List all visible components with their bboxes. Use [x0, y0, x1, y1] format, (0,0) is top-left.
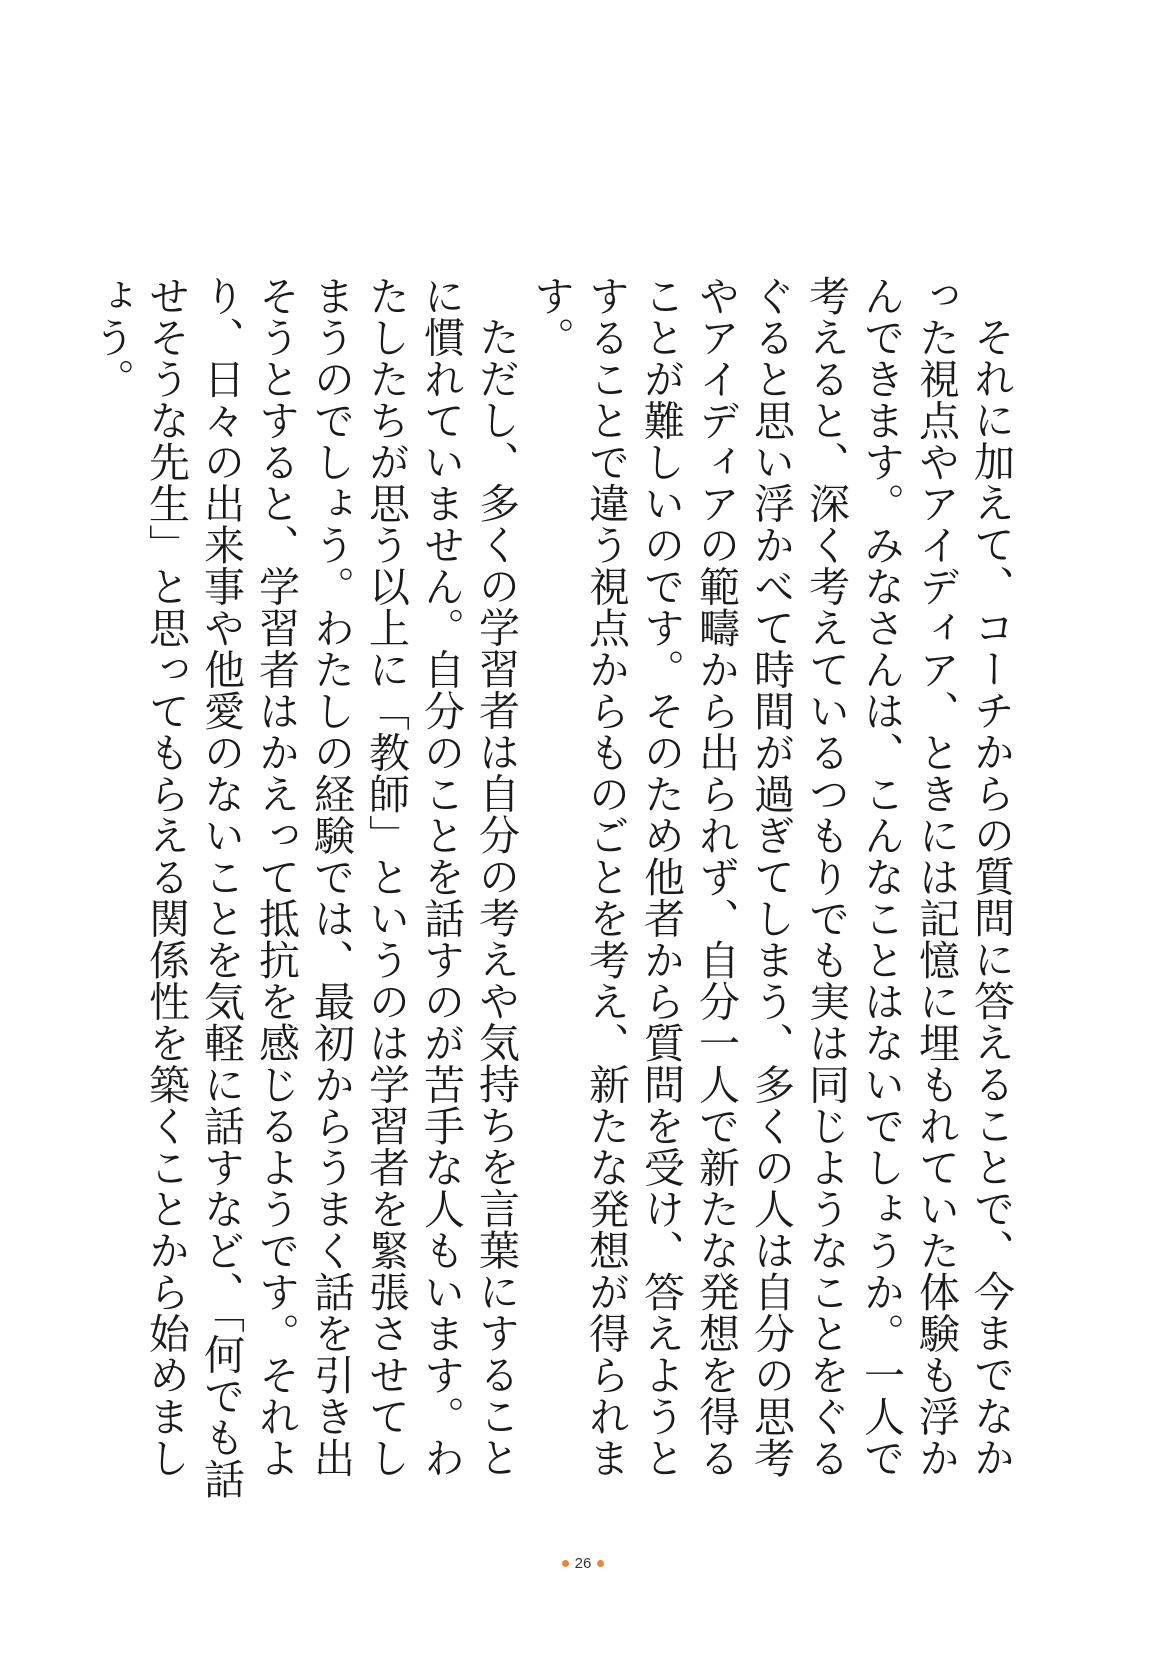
right-dot-icon — [597, 1560, 604, 1567]
left-dot-icon — [562, 1560, 569, 1567]
page-number: 26 — [574, 1555, 592, 1572]
paragraph-2: ただし、多くの学習者は自分の考えや気持ちを言葉にすることに慣れていません。自分のことを話すのが苦手な人もいます。わたしたちが思う以上に「教師」というのは学習者を緊張させてしまうのでしょう。わたしの経験では、最初からうまく話を引き出そうとすると、学習者はかえって抵抗を感じるようです。それより、日々の出来事や他愛のないことを気軽に話すなど、「何でも話せそうな先生」と思ってもらえる関係性を築くことから始めましょう。 — [87, 275, 520, 1500]
body-text — [83, 275, 1018, 1515]
page-footer — [0, 1555, 1166, 1572]
paragraph-1: それに加えて、コーチからの質問に答えることで、今までなかった視点やアイディア、ときには記憶に埋もれていた体験も浮かんできます。みなさんは、こんなことはないでしょうか。一人で考えると、深く考えているつもりでも実は同じようなことをぐるぐると思い浮かべて時間が過ぎてしまう、多くの人は自分の思考やアイディアの範疇から出られず、自分一人で新たな発想を得ることが難しいのです。そのため他者から質問を受け、答えようとすることで違う視点からものごとを考え、新たな発想が得られます。 — [527, 275, 1015, 1479]
